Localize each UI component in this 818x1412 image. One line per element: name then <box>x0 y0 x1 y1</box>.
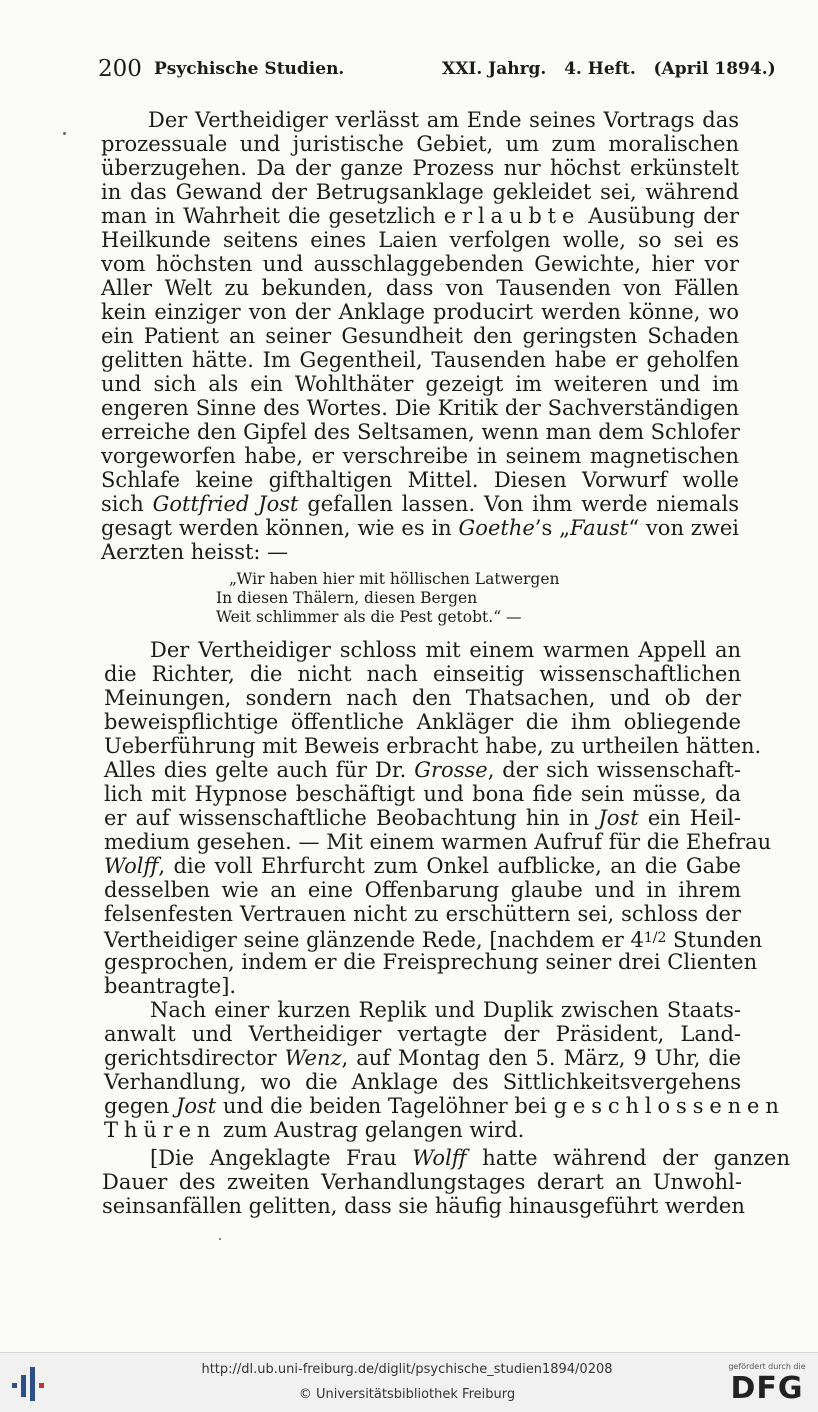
text-line: gesagt werden können, wie es in Goethe’s „Faust“ von zwei <box>101 516 739 540</box>
text-line: gelitten hätte. Im Gegentheil, Tausenden habe er geholfen <box>101 348 739 372</box>
person-name: Gottfried Jost <box>152 492 299 516</box>
text-line: beantragte]. <box>104 974 237 998</box>
dfg-logo: DFG <box>730 1371 804 1406</box>
text-line: beweispflichtige öffentliche Ankläger die ihm obliegende <box>104 710 741 734</box>
text-line: die Richter, die nicht nach einseitig wissenschaftlichen <box>104 662 741 686</box>
text-line: Alles dies gelte auch für Dr. Grosse, der sich wissenschaft- <box>104 758 741 782</box>
text-line: gesprochen, indem er die Freisprechung seiner drei Clienten <box>104 950 758 974</box>
text-line: Dauer des zweiten Verhandlungstages derart an Unwohl- <box>102 1170 742 1194</box>
text-line: kein einziger von der Anklage producirt werden könne, wo <box>101 300 739 324</box>
text-line: gegen Jost und die beiden Tagelöhner bei geschlossenen <box>104 1094 785 1118</box>
text-line: erreiche den Gipfel des Seltsamen, wenn man dem Schlofer <box>101 420 740 444</box>
text-line: Meinungen, sondern nach den Thatsachen, und ob der <box>104 686 741 710</box>
copyright-text: © Universitätsbibliothek Freiburg <box>298 1387 516 1402</box>
author-name: Goethe <box>458 516 535 540</box>
text-line: sich Gottfried Jost gefallen lassen. Von ihm werde niemals <box>101 492 739 516</box>
text-line: Verhandlung, wo die Anklage des Sittlichkeitsvergehens <box>104 1070 741 1094</box>
text-line: felsenfesten Vertrauen nicht zu erschüttern sei, schloss der <box>104 902 741 926</box>
text-line: gerichtsdirector Wenz, auf Montag den 5. März, 9 Uhr, die <box>104 1046 742 1070</box>
text-line: er auf wissenschaftliche Beobachtung hin in Jost ein Heil- <box>104 806 741 830</box>
page-speck <box>63 132 66 135</box>
spaced-emphasis: Thüren <box>104 1118 217 1142</box>
text-line: man in Wahrheit die gesetzlich erlaubte Ausübung der <box>101 204 740 228</box>
text-line: vom höchsten und ausschlaggebenden Gewichte, hier vor <box>101 252 739 276</box>
text-line: ein Patient an seiner Gesundheit den geringsten Schaden <box>101 324 739 348</box>
verse-line: Weit schlimmer als die Pest getobt.“ — <box>216 608 522 626</box>
text-line: medium gesehen. — Mit einem warmen Aufruf für die Ehefrau <box>104 830 772 854</box>
verse-line: In diesen Thälern, diesen Bergen <box>216 589 478 607</box>
person-name: Grosse <box>414 758 488 782</box>
text-line: Der Vertheidiger verlässt am Ende seines Vortrags das <box>148 108 739 132</box>
spaced-emphasis: geschlossenen <box>553 1094 785 1118</box>
source-url-link[interactable]: http://dl.ub.uni-freiburg.de/diglit/psychische_studien1894/0208 <box>201 1362 613 1377</box>
spaced-emphasis: erlaubte <box>443 204 581 228</box>
text-line: Aller Welt zu bekunden, dass von Tausenden von Fällen <box>101 276 739 300</box>
text-line: seinsanfällen gelitten, dass sie häufig hinausgeführt werden <box>102 1194 745 1218</box>
text-line: Vertheidiger seine glänzende Rede, [nachdem er $4^{1/2}$ Stunden <box>104 928 763 952</box>
text-line: [Die Angeklagte Frau Wolff hatte während der ganzen <box>150 1146 791 1170</box>
text-line: Wolff, die voll Ehrfurcht zum Onkel aufblicke, an die Gabe <box>104 854 741 878</box>
verse-line: „Wir haben hier mit höllischen Latwergen <box>229 570 560 588</box>
text-line: in das Gewand der Betrugsanklage gekleidet sei, während <box>101 180 739 204</box>
text-line: lich mit Hypnose beschäftigt und bona fide sein müsse, da <box>104 782 741 806</box>
text-line: engeren Sinne des Wortes. Die Kritik der Sachverständigen <box>101 396 739 420</box>
text-line: vorgeworfen habe, er verschreibe in seinem magnetischen <box>101 444 739 468</box>
work-title: Faust <box>569 516 629 540</box>
text-line: Nach einer kurzen Replik und Duplik zwischen Staats- <box>150 998 741 1022</box>
fraction: 1/2 <box>643 930 667 946</box>
text-line: anwalt und Vertheidiger vertagte der Präsident, Land- <box>104 1022 741 1046</box>
person-name: Jost <box>598 806 639 830</box>
text-line: Heilkunde seitens eines Laien verfolgen wolle, so sei es <box>101 228 739 252</box>
text-line: desselben wie an eine Offenbarung glaube und in ihrem <box>104 878 741 902</box>
issue-details: XXI. Jahrg. 4. Heft. (April 1894.) <box>442 59 776 79</box>
text-line: Ueberführung mit Beweis erbracht habe, zu urtheilen hätten. <box>104 734 762 758</box>
person-name: Wolff <box>412 1146 467 1170</box>
person-name: Jost <box>175 1094 217 1118</box>
person-name: Wolff <box>104 854 159 878</box>
journal-title: Psychische Studien. <box>154 59 345 79</box>
page-speck <box>219 1238 221 1240</box>
ub-freiburg-logo-icon <box>10 1365 50 1401</box>
dfg-caption: gefördert durch die <box>728 1362 806 1371</box>
text-line: Schlafe keine gifthaltigen Mittel. Diesen Vorwurf wolle <box>101 468 739 492</box>
text-line: Thüren zum Austrag gelangen wird. <box>104 1118 525 1142</box>
person-name: Wenz <box>284 1046 342 1070</box>
text-line: überzugehen. Da der ganze Prozess nur höchst erkünstelt <box>101 156 739 180</box>
text-line: prozessuale und juristische Gebiet, um zum moralischen <box>101 132 739 156</box>
text-line: Aerzten heisst: — <box>101 540 289 564</box>
text-line: und sich als ein Wohlthäter gezeigt im weiteren und im <box>101 372 739 396</box>
footer-bar <box>0 1352 818 1412</box>
page-number: 200 <box>98 56 142 82</box>
running-header <box>98 52 776 86</box>
text-line: Der Vertheidiger schloss mit einem warmen Appell an <box>150 638 741 662</box>
